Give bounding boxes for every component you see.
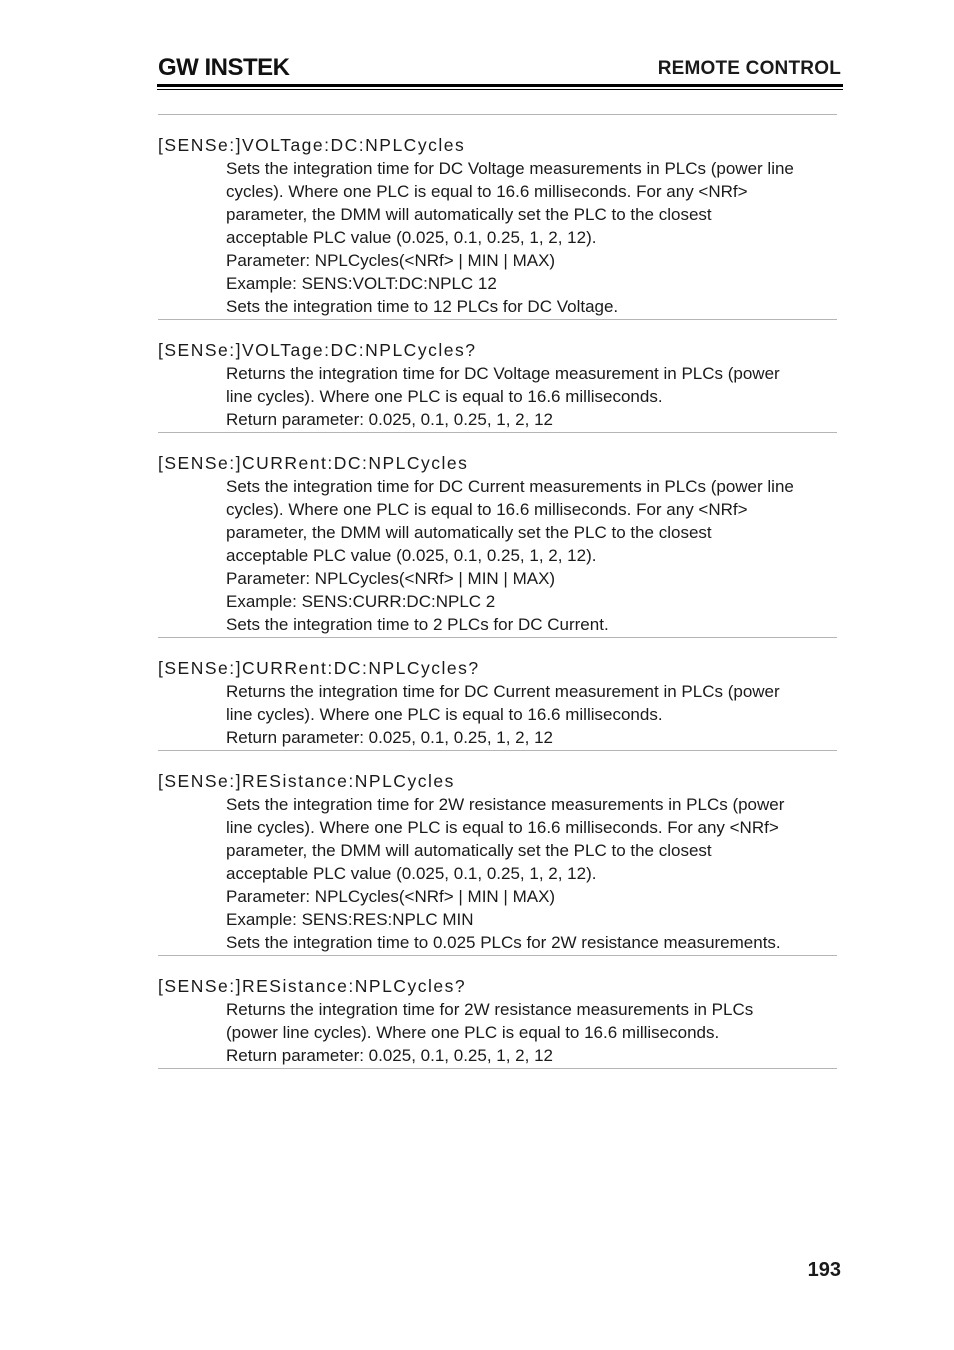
description-line: Example: SENS:VOLT:DC:NPLC 12 (226, 274, 497, 293)
command-syntax: [SENSe:]VOLTage:DC:NPLCycles? (158, 340, 477, 360)
description-line: Return parameter: 0.025, 0.1, 0.25, 1, 2, 12 (226, 1046, 553, 1065)
description-line: Sets the integration time for DC Voltage measurements in PLCs (power line (226, 159, 794, 178)
description-line: acceptable PLC value (0.025, 0.1, 0.25, 1, 2, 12). (226, 228, 597, 247)
command-syntax: [SENSe:]RESistance:NPLCycles (158, 771, 455, 791)
command-entry (158, 750, 837, 955)
command-description (226, 157, 837, 318)
header-rule-thin (157, 89, 843, 90)
description-line: Example: SENS:RES:NPLC MIN (226, 910, 474, 929)
command-entry (158, 319, 837, 432)
command-description (226, 680, 837, 749)
header-rule (157, 84, 843, 87)
command-entry (158, 637, 837, 750)
gwinstek-logo-graphic (158, 54, 290, 81)
command-description (226, 793, 837, 954)
description-line: Sets the integration time for DC Current measurements in PLCs (power line (226, 477, 794, 496)
description-line: Returns the integration time for DC Voltage measurement in PLCs (power (226, 364, 780, 383)
description-line: cycles). Where one PLC is equal to 16.6 milliseconds. For any <NRf> (226, 182, 748, 201)
brand-text: GW INSTEK (158, 54, 290, 81)
command-description (226, 362, 837, 431)
description-line: Parameter: NPLCycles(<NRf> | MIN | MAX) (226, 887, 556, 906)
description-line: Return parameter: 0.025, 0.1, 0.25, 1, 2, 12 (226, 728, 553, 747)
description-line: parameter, the DMM will automatically set the PLC to the closest (226, 205, 712, 224)
description-line: cycles). Where one PLC is equal to 16.6 milliseconds. For any <NRf> (226, 500, 748, 519)
page-number: 193 (807, 1259, 841, 1281)
description-line: Return parameter: 0.025, 0.1, 0.25, 1, 2, 12 (226, 410, 553, 429)
command-entry (158, 114, 837, 319)
section-title: REMOTE CONTROL (657, 58, 841, 79)
brand-logo (158, 54, 290, 82)
command-entry (158, 432, 837, 637)
command-entry (158, 955, 837, 1069)
description-line: Returns the integration time for DC Current measurement in PLCs (power (226, 682, 780, 701)
description-line: parameter, the DMM will automatically set the PLC to the closest (226, 841, 712, 860)
description-line: Sets the integration time for 2W resistance measurements in PLCs (power (226, 795, 785, 814)
command-syntax: [SENSe:]RESistance:NPLCycles? (158, 976, 467, 996)
description-line: Example: SENS:CURR:DC:NPLC 2 (226, 592, 496, 611)
description-line: Sets the integration time to 2 PLCs for DC Current. (226, 615, 609, 634)
description-line: acceptable PLC value (0.025, 0.1, 0.25, 1, 2, 12). (226, 864, 597, 883)
description-line: acceptable PLC value (0.025, 0.1, 0.25, 1, 2, 12). (226, 546, 597, 565)
description-line: Sets the integration time to 12 PLCs for DC Voltage. (226, 297, 619, 316)
command-description (226, 475, 837, 636)
description-line: Returns the integration time for 2W resistance measurements in PLCs (226, 1000, 754, 1019)
command-syntax: [SENSe:]CURRent:DC:NPLCycles (158, 453, 469, 473)
command-syntax: [SENSe:]CURRent:DC:NPLCycles? (158, 658, 480, 678)
description-line: Parameter: NPLCycles(<NRf> | MIN | MAX) (226, 251, 556, 270)
description-line: line cycles). Where one PLC is equal to 16.6 milliseconds. For any <NRf> (226, 818, 779, 837)
description-line: parameter, the DMM will automatically set the PLC to the closest (226, 523, 712, 542)
command-description (226, 998, 837, 1067)
command-list (158, 114, 837, 1069)
description-line: (power line cycles). Where one PLC is equal to 16.6 milliseconds. (226, 1023, 720, 1042)
description-line: line cycles). Where one PLC is equal to 16.6 milliseconds. (226, 705, 663, 724)
description-line: Parameter: NPLCycles(<NRf> | MIN | MAX) (226, 569, 556, 588)
description-line: line cycles). Where one PLC is equal to 16.6 milliseconds. (226, 387, 663, 406)
command-syntax: [SENSe:]VOLTage:DC:NPLCycles (158, 135, 466, 155)
description-line: Sets the integration time to 0.025 PLCs for 2W resistance measurements. (226, 933, 781, 952)
